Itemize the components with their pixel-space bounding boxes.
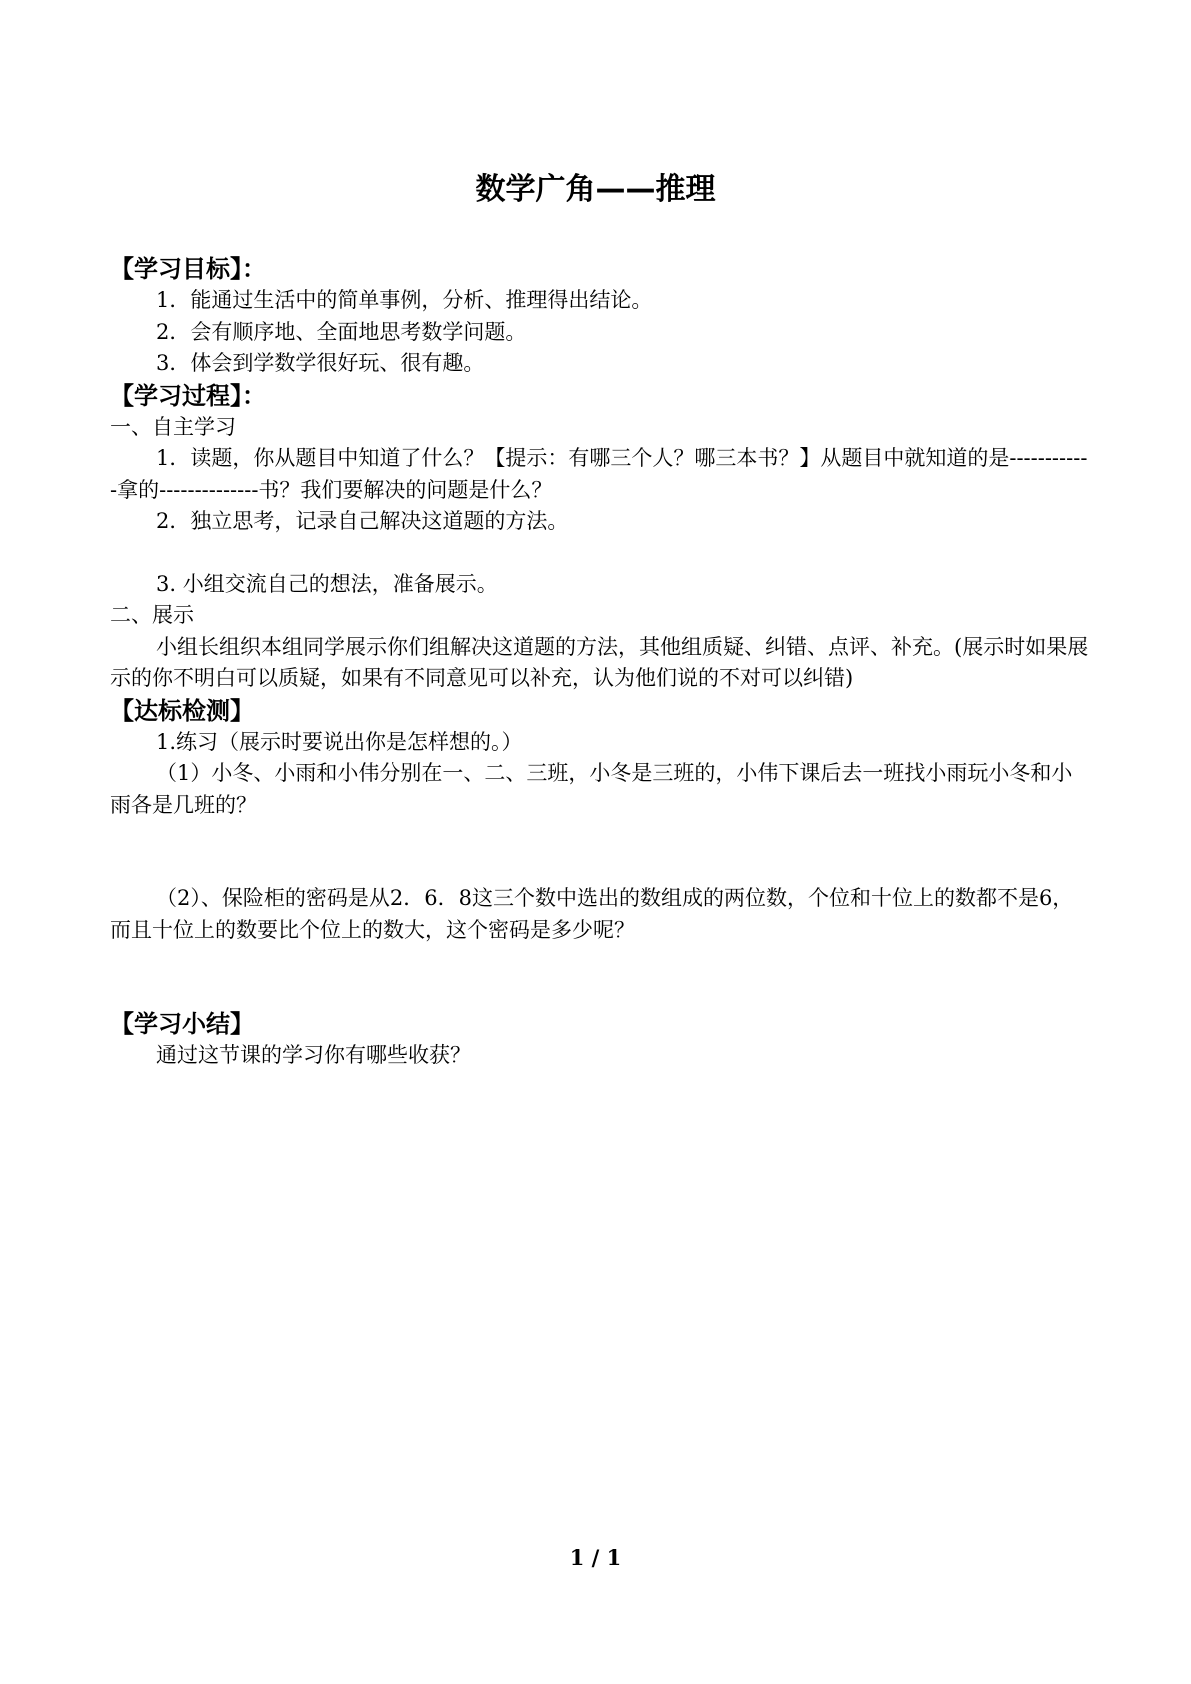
part2-text: 小组长组织本组同学展示你们组解决这道题的方法，其他组质疑、纠错、点评、补充。(展示时如果展示的你不明白可以质疑，如果有不同意见可以补充，认为他们说的不对可以纠错) <box>110 634 1089 690</box>
part1-item-1: 1．读题，你从题目中知道了什么？【提示：有哪三个人？哪三本书？】从题目中就知道的是------------拿的--------------书？我们要解决的问题是什么？ <box>110 446 1088 502</box>
goal-item-2: 2．会有顺序地、全面地思考数学问题。 <box>156 319 527 344</box>
goal-item-1: 1．能通过生活中的简单事例，分析、推理得出结论。 <box>156 288 653 312</box>
part2-title: 二、展示 <box>110 603 194 627</box>
summary-text: 通过这节课的学习你有哪些收获？ <box>156 1043 471 1067</box>
goals-heading: 【学习目标】： <box>110 255 266 283</box>
answer-space <box>110 821 1090 883</box>
process-heading: 【学习过程】： <box>110 381 266 410</box>
test-intro: 1.练习（展示时要说出你是怎样想的。） <box>156 729 523 754</box>
page-number: 1 / 1 <box>569 1545 622 1570</box>
summary-heading: 【学习小结】 <box>110 1010 254 1038</box>
part1-item-2: 2．独立思考，记录自己解决这道题的方法。 <box>156 509 569 533</box>
answer-space <box>110 946 1090 1008</box>
test-heading: 【达标检测】 <box>110 696 254 725</box>
goal-item-3: 3．体会到学数学很好玩、很有趣。 <box>156 351 485 375</box>
page-title: 数学广角——推理 <box>475 172 716 207</box>
answer-space <box>110 538 1090 569</box>
document-body <box>110 253 1090 1072</box>
part1-item-3: 3. 小组交流自己的想法，准备展示。 <box>156 571 498 596</box>
test-question-1: （1）小冬、小雨和小伟分别在一、二、三班，小冬是三班的，小伟下课后去一班找小雨玩小冬和小雨各是几班的？ <box>110 761 1073 817</box>
part1-title: 一、自主学习 <box>110 414 236 439</box>
test-question-2: （2）、保险柜的密码是从2．6．8这三个数中选出的数组成的两位数，个位和十位上的数都不是6，而且十位上的数要比个位上的数大，这个密码是多少呢？ <box>110 886 1074 942</box>
